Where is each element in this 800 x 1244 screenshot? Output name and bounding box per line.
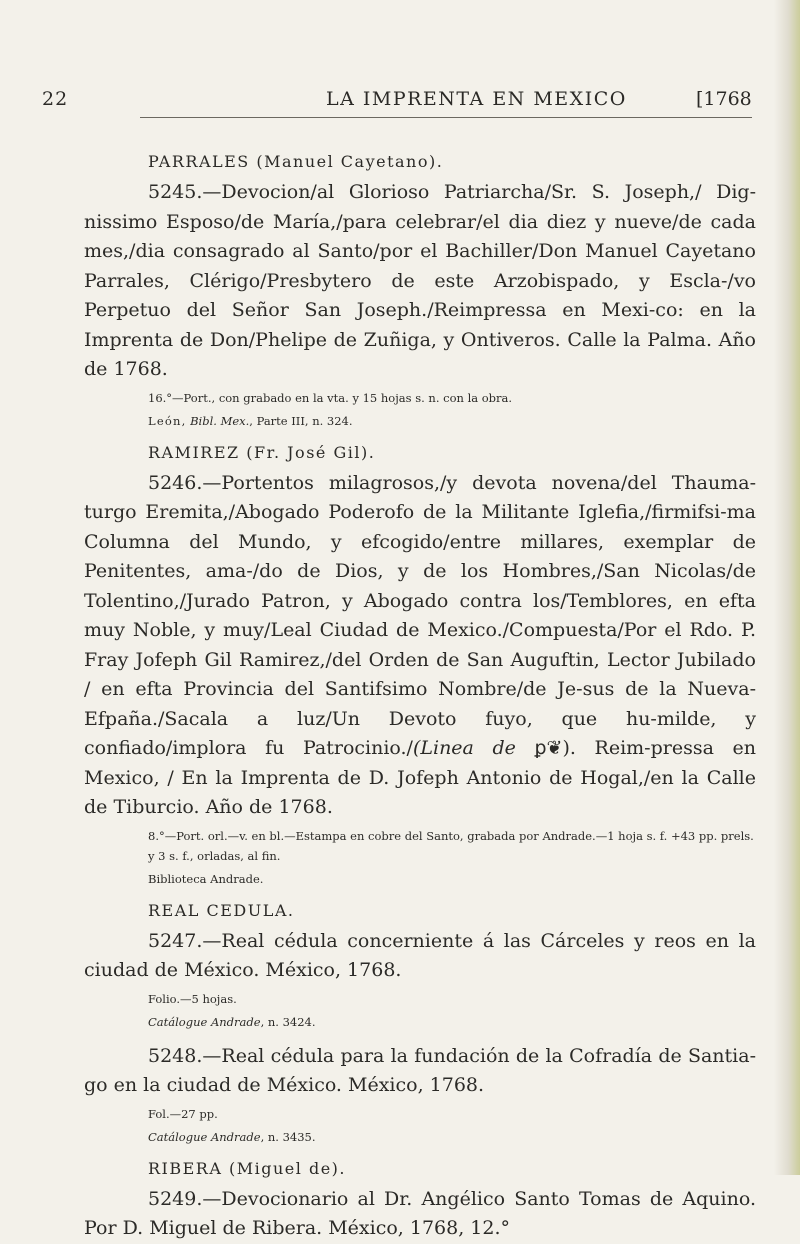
entry-5245	[84, 150, 756, 431]
entry-5249	[84, 1157, 756, 1244]
entry-reference: León, Bibl. Mex., Parte III, n. 324.	[148, 413, 353, 428]
entry-text: 5248.—Real cédula para la fundación de la Cofradía de Santia-go en la ciudad de México. México, 1768.	[84, 1044, 756, 1096]
entry-note: Folio.—5 hojas.	[148, 991, 237, 1006]
entry-text: 5246.—Portentos milagrosos,/y devota novena/del Thauma-turgo Eremita,/Abogado Poderofo de la Militante Iglefia,/firmifsi-ma Columna del Mundo, y efcogido/entre millares, exemplar de Penitentes, ama-/do de Dios, y de los Hombres,/San Nicolas/de Tolentino,/Jurado Patron, y Abogado contra los/Temblores, en efta muy Noble, y muy/Leal Ciudad de Mexico./Compuesta/Por el Rdo. P. Fray Jofeph Gil Ramirez,/del Orden de San Auguftin, Lector Jubilado / en efta Provincia del Santifsimo Nombre/de Je-sus de la Nueva-Efpaña./Sacala a luz/Un Devoto fuyo, que hu-milde, y confiado/implora fu Patrocinio./(Linea de ꝑ❦). Reim-pressa en Mexico, / En la Imprenta de D. Jofeph Antonio de Hogal,/en la Calle de Tiburcio. Año de 1768.	[84, 471, 756, 818]
entry-author: RAMIREZ (Fr. José Gil).	[148, 442, 376, 462]
entry-note: 8.°—Port. orl.—v. en bl.—Estampa en cobre del Santo, grabada por Andrade.—1 hoja s. f. +43 pp. prels. y 3 s. f., orladas, al fin.	[148, 828, 754, 863]
entry-reference: Biblioteca Andrade.	[148, 871, 264, 886]
page-number: 22	[42, 88, 69, 110]
entry-text: 5245.—Devocion/al Glorioso Patriarcha/Sr. S. Joseph,/ Dig-nissimo Esposo/de María,/para celebrar/el dia diez y nueve/de cada mes,/dia consagrado al Santo/por el Bachiller/Don Manuel Cayetano Parrales, Clérigo/Presbytero de este Arzobispado, y Escla-/vo Perpetuo del Señor San Joseph./Reimpressa en Mexi-co: en la Imprenta de Don/Phelipe de Zuñiga, y Ontiveros. Calle la Palma. Año de 1768.	[84, 181, 756, 380]
printer-ornament-icon: ꝑ❦	[534, 737, 563, 759]
entry-text: 5249.—Devocionario al Dr. Angélico Santo Tomas de Aquino. Por D. Miguel de Ribera. México, 1768, 12.°	[84, 1187, 756, 1239]
page-header	[0, 88, 800, 112]
entry-5247	[84, 899, 756, 1032]
entry-note: 16.°—Port., con grabado en la vta. y 15 hojas s. n. con la obra.	[148, 390, 513, 405]
header-year: [1768	[696, 88, 752, 110]
header-rule	[140, 117, 752, 118]
entry-reference: Catálogue Andrade, n. 3424.	[148, 1014, 316, 1029]
page-edge-shadow	[774, 0, 800, 1175]
page-content	[84, 150, 756, 1244]
entry-text: 5247.—Real cédula concerniente á las Cárceles y reos en la ciudad de México. México, 1768.	[84, 929, 756, 981]
entry-note: Fol.—27 pp.	[148, 1106, 218, 1121]
entry-reference: Catálogue Andrade, n. 3435.	[148, 1129, 316, 1144]
entry-author: PARRALES (Manuel Cayetano).	[148, 152, 444, 171]
entry-author: REAL CEDULA.	[148, 900, 295, 920]
entry-author: RIBERA (Miguel de).	[148, 1158, 346, 1178]
running-title: LA IMPRENTA EN MEXICO	[326, 88, 627, 110]
entry-5246	[84, 441, 756, 889]
entry-5248	[84, 1042, 756, 1147]
